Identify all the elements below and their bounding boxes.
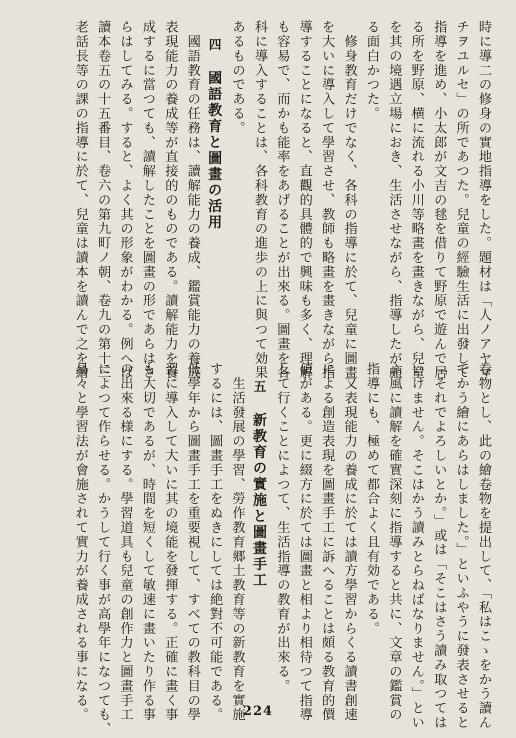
- text-line: チヲユルセ」の所であつた。兒童の經驗生活に出發して: [453, 20, 469, 380]
- section-heading-4: [203, 20, 225, 342]
- upper-text-block: [68, 20, 494, 380]
- text-line: 卷物とし、此の繪卷物を提出して、「私はこゝをかう讀ん: [476, 362, 491, 730]
- text-line: る面白かつた。: [363, 20, 379, 121]
- text-line: を大いに導入して學習させ、教師も略畫を畫きながら指: [319, 20, 335, 380]
- text-line: 成するに當つても、讀解したことを圖畫の形であらはさ: [139, 20, 155, 380]
- text-line: を其の境遇立場におき、生活させながら、指導したが頗: [386, 20, 402, 380]
- text-line: らはしてみる。すると、よく其の形象がわかる。例へば: [117, 20, 133, 380]
- text-line: 讀本卷五の十五番目、卷六の第九町ノ朝、卷九の第十三: [95, 20, 111, 380]
- text-line: 値がある。更に綴方に於ては圖畫と相より相待つて指導: [296, 362, 312, 722]
- text-line: も容易で、而かも能率をあげることが出來る。圖畫を各: [274, 20, 290, 380]
- text-line: 指導を進め、小太郎が文吉の毬を借りて野原で遊んで居: [431, 20, 447, 380]
- text-line: 國語教育の任務は、讀解能力の養成、鑑賞能力の養成: [184, 20, 200, 380]
- text-line: 科に導入することは、各科教育の進歩の上に與つて効果: [251, 20, 267, 380]
- text-line: の出來る様にする。學習道具も兒童の創作力と圖畫手工: [117, 362, 133, 722]
- lower-paragraphs: [270, 362, 494, 730]
- text-line: 「それでよろしいとか。」或は「そこはさう讀み取つては: [431, 362, 447, 730]
- text-line: る所を野原、横に流れる小川等略畫を畫きながら、兒童: [408, 20, 424, 380]
- text-line: も大切であるが、時間を短くして敏速に畫いたり作る事: [139, 362, 155, 722]
- text-line: 習に導入して大いに其の境能を發揮する。正確に畫く事: [162, 362, 178, 722]
- text-line: するには、圖畫手工をぬきにしては絶對不可能である。: [207, 362, 223, 722]
- section-title: 新教育の實施と圖畫手工: [250, 412, 267, 589]
- page-number: 224: [242, 704, 274, 719]
- text-line: 易々と學習法が會施されて實力が養成される事になる。: [72, 362, 88, 722]
- text-line: 又表現能力の養成に於ては讀方學習からくる讀書創速: [341, 362, 357, 722]
- text-line: による創造表現を圖畫手工に訴へることは頗る教育的價: [319, 362, 335, 722]
- text-line: 低學年から圖畫手工を重要視して、すべての教科目の學: [184, 362, 200, 722]
- section-4-paragraphs: [68, 20, 202, 380]
- section-heading-5: [248, 362, 270, 692]
- text-line: あるものである。: [229, 20, 245, 136]
- text-line: でかう繪にあらはしました。」といふやうに發表させると: [453, 362, 469, 730]
- upper-paragraphs: [225, 20, 494, 380]
- text-line: ふ風に讀解を確實深刻に指導すると共に、文章の鑑賞の: [386, 362, 402, 722]
- section-5-paragraphs: [68, 362, 247, 737]
- text-line: して行くことによつて、生活指導の教育が出來る。: [274, 362, 290, 694]
- text-line: 時に導二の修身の實地指導をした。題材は「人ノアヤマ: [476, 20, 491, 380]
- section-number: 四: [207, 38, 223, 53]
- section-title: 國語教育と圖畫の活用: [206, 70, 223, 231]
- text-line: 導することになると、直觀的具體的で興味も多く、理解: [296, 20, 312, 380]
- section-number: 五: [251, 380, 267, 395]
- text-line: によつて作らせる。かうして行く事が高學年になつても、: [95, 362, 111, 737]
- text-line: 老話長等の課の指導に於て、兒童は讀本を讀んで之を繪: [72, 20, 88, 380]
- text-line: 生活發展の學習、勞作教育郷土教育等の新教育を實施: [229, 362, 245, 722]
- text-line: いけません。そこはかう讀みとらねばなりません。」とい: [408, 362, 424, 730]
- text-line: 修身教育だけでなく、各科の指導に於て、兒童に圖畫: [341, 20, 357, 380]
- text-line: 指導にも、極めて都合よく且有効である。: [363, 362, 379, 636]
- text-line: 表現能力の養成等が直接的のものである。讀解能力を養: [162, 20, 178, 380]
